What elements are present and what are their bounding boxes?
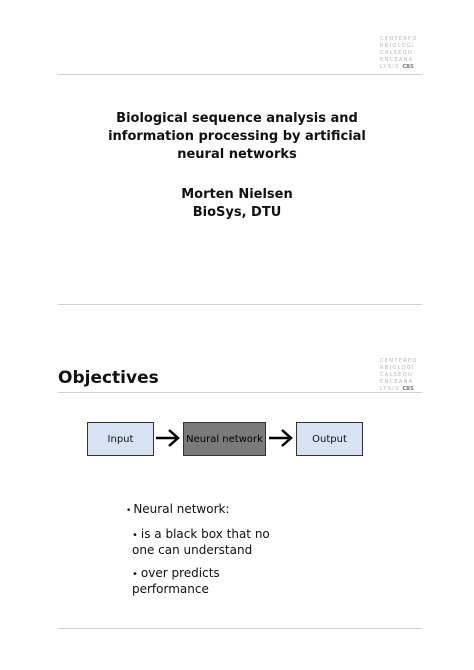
subbullet-item — [132, 566, 282, 597]
flow-diagram — [0, 422, 474, 456]
bullet-text: Neural network: — [133, 502, 230, 516]
divider — [58, 392, 422, 393]
author-block — [0, 186, 474, 222]
logo-text: ENCEANA — [380, 379, 414, 385]
slide-1 — [0, 0, 474, 320]
neural-network-box — [183, 422, 266, 456]
logo-text: LYSIS — [380, 386, 400, 392]
title-line: Biological sequence analysis and — [116, 111, 358, 126]
neural-network-label: Neural network — [186, 433, 263, 445]
logo-text: ENCEANA — [380, 57, 414, 63]
subbullet-item — [132, 527, 282, 558]
logo-text: RBIOLOGI — [380, 43, 415, 49]
slide-title: Objectives — [58, 368, 159, 388]
title-line: information processing by artificial — [108, 129, 366, 144]
slide-title — [0, 110, 474, 164]
subbullet-text: is a black box that no one can understand — [132, 527, 270, 557]
cbs-logo — [380, 358, 422, 393]
logo-text: CALSEQU — [380, 50, 413, 56]
author-affiliation: BioSys, DTU — [192, 205, 282, 220]
input-box — [87, 422, 154, 456]
divider — [58, 628, 422, 629]
output-label: Output — [312, 433, 347, 445]
logo-text: CALSEQU — [380, 372, 413, 378]
divider — [58, 74, 422, 75]
author-name: Morten Nielsen — [181, 187, 293, 202]
logo-cbs: CBS — [402, 64, 414, 70]
slide-2 — [0, 340, 474, 650]
cbs-logo — [380, 36, 422, 71]
divider — [58, 304, 422, 305]
subbullet-text: over predicts performance — [132, 566, 220, 596]
logo-text: CENTERFO — [380, 358, 418, 364]
bullet-item — [126, 502, 282, 519]
logo-text: RBIOLOGI — [380, 365, 415, 371]
logo-cbs: CBS — [402, 386, 414, 392]
bullet-list — [126, 502, 282, 597]
logo-text: CENTERFO — [380, 36, 418, 42]
input-label: Input — [107, 433, 134, 445]
arrow-right-icon — [268, 428, 294, 448]
bullet-dot-icon: • — [126, 506, 132, 516]
logo-text: LYSIS — [380, 64, 400, 70]
bullet-dot-icon: • — [132, 530, 138, 541]
bullet-dot-icon: • — [132, 569, 138, 580]
arrow-right-icon — [155, 428, 181, 448]
title-line: neural networks — [177, 147, 297, 162]
output-box — [296, 422, 363, 456]
